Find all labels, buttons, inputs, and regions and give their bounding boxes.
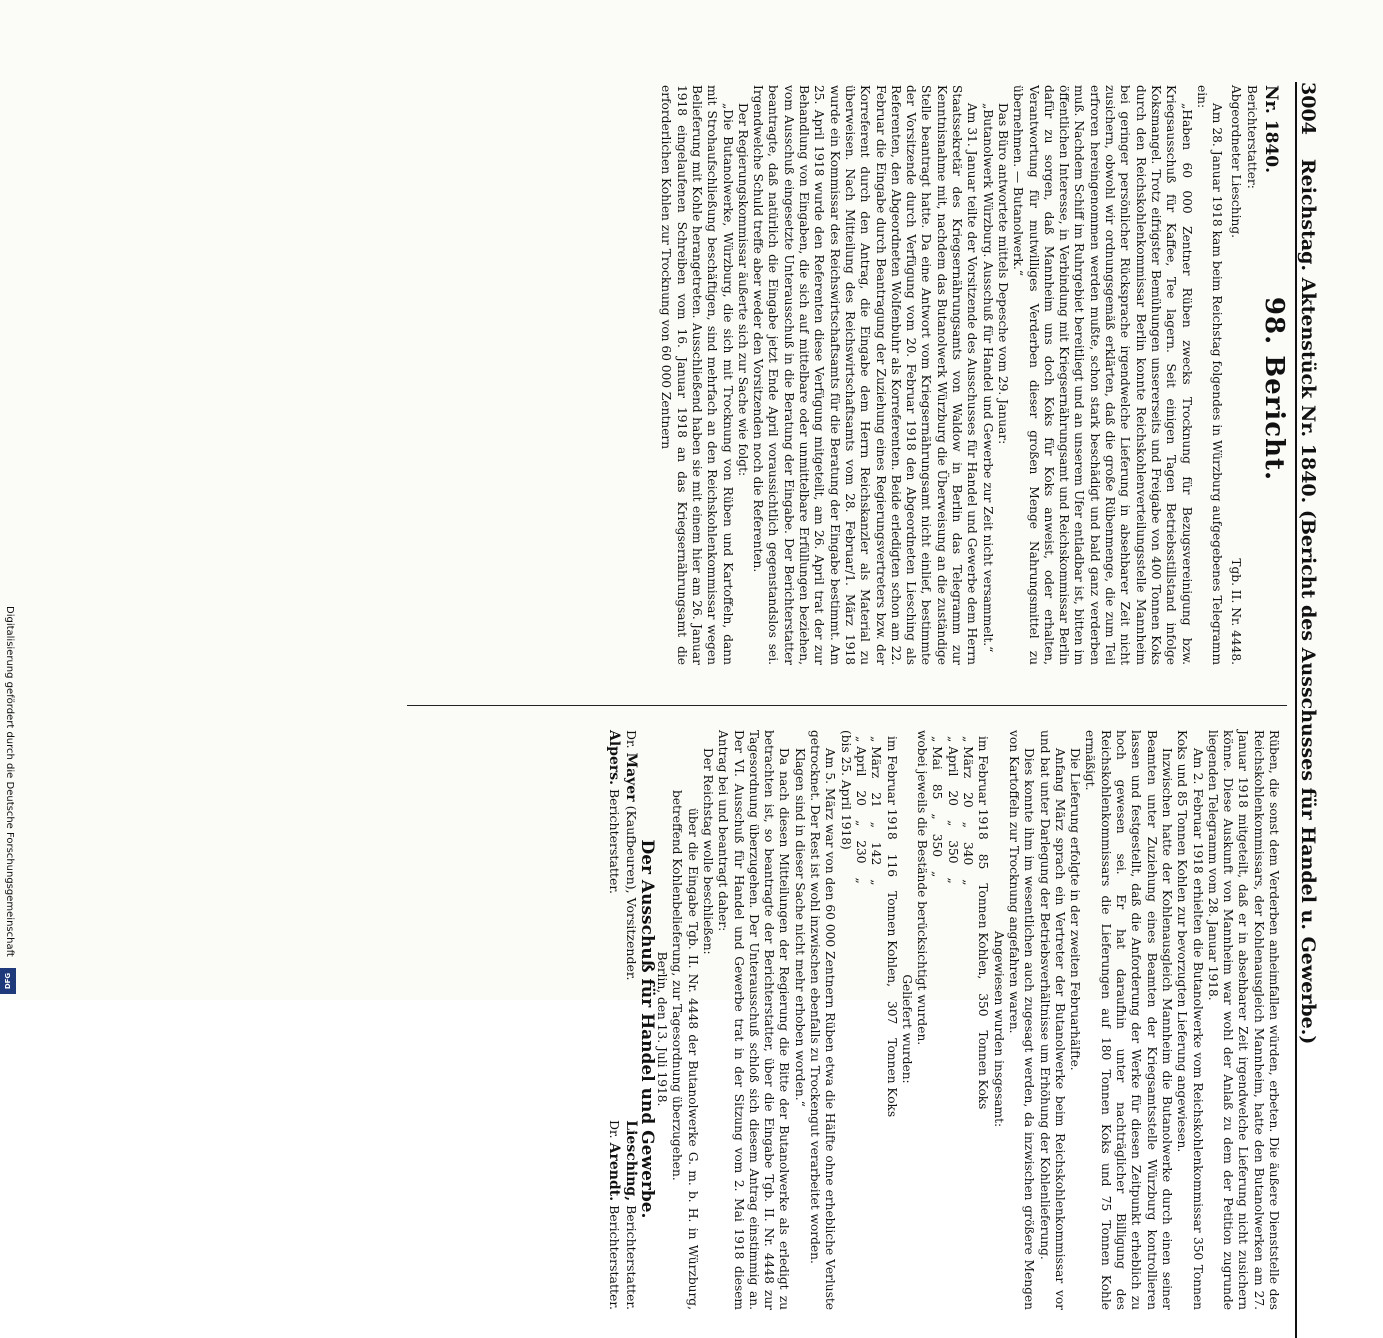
- table-cell: im Februar 1918: [976, 736, 991, 840]
- table-cell: „ März: [869, 736, 884, 779]
- signature-name: Alpers.: [606, 730, 623, 786]
- table-note: (bis 25. April 1918): [838, 730, 853, 850]
- paragraph: „Butanolwerk Würzburg. Ausschuß für Handel und Gewerbe zur Zeit nicht versammelt.“: [980, 103, 995, 653]
- paragraph: Da nach diesen Mitteilungen der Regierung die Bitte der Butanolwerke als erledigt zu betrachten ist, so beantragte der Berichterstatter, über die Eingabe Tgb. II. Nr. 4448 zur Tagesordnung überzugehen. Der Unterausschuß schloß sich diesem Antrag einstimmig an. Der VI. Ausschuß für Handel und Gewerbe trat in der Sitzung vom 2. Mai 1918 diesem Antrag bei und beantragt daher:: [716, 730, 792, 1310]
- paragraph: Rüben, die sonst dem Verderben anheimfallen würden, erbeten. Die äußere Dienststelle des Reichskohlenkommissars, der Kohlenausgleich Mannheim, hatte den Butanolwerken am 27. Januar 1918 mitgeteilt, daß er in absehbarer Zeit irgendwelche Lieferung nicht zusichern könne. Diese Auskunft von Mannheim war wohl der Anlaß zu dem der Petition zugrunde liegenden Telegramm vom 28. Januar 1918.: [1205, 730, 1281, 1310]
- paragraph: wobei jeweils die Bestände berücksichtigt wurden.: [915, 730, 930, 1046]
- table-cell: „ März: [961, 736, 976, 779]
- table-cell: Tonnen Kohlen,: [884, 891, 899, 988]
- table-cell: 230: [853, 840, 868, 864]
- table-cell: 21: [869, 792, 884, 808]
- page-number: 3004: [1297, 82, 1319, 135]
- table-cell: Tonnen Koks: [884, 1038, 899, 1118]
- paragraph: „Haben 60 000 Zentner Rüben zwecks Trocknung für Bezugsvereinigung bzw. Kriegsausschuß für Kaffee, Tee lagern. Seit einigen Tagen Betriebsstillstand infolge Koksmangel. Trotz eifrigster Bemühungen unsererseits und Freigabe von 400 Tonnen Koks durch den Reichskohlenkommissar Berlin konnte Reichskohlenverteilungsstelle Mannheim bei geringer persönlicher Rücksprache irgendwelche Lieferung in absehbarer Zeit nicht zusichern, obwohl wir ordnungsgemäß erklärten, daß die große Rübenmenge, die zum Teil erfroren hereingenommen werden mußte, schon stark beschädigt und bald ganz verderben muß. Nachdem Schiff im Ruhrgebiet bereitliegt und an unserem Ufer entladbar ist, bitten im öffentlichen Interesse, in Verbindung mit Kriegsernährungsamt und Reichskommissar Berlin dafür zu sorgen, daß Mannheim uns doch Koks für Koks anweist, oder erhalten, Verantwortung für mutwilliges Verderben dieser großen Menge Nahrungsmittel zu übernehmen. — Butanolwerk.“: [1011, 85, 1194, 665]
- table-cell: „: [853, 819, 868, 827]
- table-cell: 340: [961, 842, 976, 866]
- signature-reporter-2: [606, 730, 622, 894]
- signature-row: [606, 730, 622, 1310]
- table-cell: 20: [853, 790, 868, 806]
- paragraph: Das Büro antwortete mittels Depesche vom 29. Januar:: [995, 103, 1010, 445]
- table-cell: „: [930, 870, 945, 878]
- page-header: [1295, 82, 1323, 1338]
- signature-title: Dr.: [607, 1120, 623, 1139]
- table-cell: 116: [884, 853, 899, 878]
- signature-reporter-3: [606, 1120, 622, 1310]
- dfg-logo-text: DFG: [4, 972, 12, 990]
- table-row: [944, 730, 959, 1310]
- table-row: [929, 730, 944, 1310]
- delivered-table: [837, 730, 898, 1310]
- running-title: Reichstag. Aktenstück Nr. 1840. (Bericht des Ausschusses für Handel u. Gewerbe.): [1297, 158, 1319, 1045]
- table-cell: „ Mai: [930, 736, 945, 770]
- table-row: [960, 730, 975, 1310]
- digitization-note: [2, 606, 16, 994]
- committee-name: Der Ausschuß für Handel und Gewerbe.: [636, 839, 657, 1219]
- signature-name: Arendt.: [606, 1142, 623, 1202]
- journal-reference: Tgb. II. Nr. 4448.: [1229, 558, 1244, 665]
- table-cell: 350: [976, 993, 991, 1017]
- reporter-label: Berichterstatter:: [1244, 85, 1259, 189]
- table-heading-delivered: Geliefert wurden:: [899, 974, 914, 1084]
- table-cell: „: [945, 877, 960, 884]
- signature-title: Dr.: [623, 730, 639, 749]
- table-cell: „: [961, 879, 976, 886]
- signature-role: (Kaufbeuren), Vorsitzender.: [623, 805, 639, 981]
- table-cell: 350: [930, 833, 945, 857]
- table-cell: „: [853, 877, 868, 884]
- paragraph: Inzwischen hatte der Kohlenausgleich Mannheim die Butanolwerke durch einen seiner Beamten unter Zuziehung eines Beamten der Kriegsamtsstelle Würzburg kontrollieren lassen und festgestellt, daß die Anforderung der Werke für diesen Zeitpunkt erheblich zu hoch gewesen sei. Er hat daraufhin unter nachträglicher Billigung des Reichskohlenkommissars die Lieferungen auf 180 Tonnen Koks und 75 Tonnen Kohle ermäßigt.: [1083, 730, 1174, 1310]
- paragraph: Anfang März sprach ein Vertreter der Butanolwerke beim Reichskohlenkommissar vor und bat unter Darlegung der Betriebsverhältnisse um Erhöhung der Kohlenlieferung.: [1037, 730, 1067, 1310]
- digitization-note-text: Digitalisierung gefördert durch die Deutsche Forschungsgemeinschaft: [4, 606, 15, 957]
- paragraph: Am 31. Januar teilte der Vorsitzende des Ausschusses für Handel und Gewerbe dem Herrn Staatssekretär des Kriegsernährungsamts von Waldow in Berlin das Telegramm zur Kenntnisnahme mit, nachdem das Butanolwerk Würzburg die Überweisung an die zuständige Stelle beantragt hatte. Da eine Antwort vom Kriegsernährungsamt nicht einlief, bestimmte der Vorsitzende durch Verfügung vom 20. Februar 1918 den Abgeordneten Liesching als Referenten, den Abgeordneten Wolfenbuhr als Korreferenten. Beide erledigten schon am 22. Februar die Eingabe durch Beantragung der Zuziehung eines Regierungsvertreters bzw. der Korreferent durch den Antrag, die Eingabe dem Herrn Reichskanzler als Material zu überweisen. Nach Mitteilung des Reichswirtschaftsamts vom 28. Februar/1. März 1918 wurde ein Kommissar des Reichswirtschaftsamts für die Beratung der Eingabe bestimmt. Am 25. April 1918 wurde den Referenten diese Verfügung mitgeteilt, am 26. April trat der zur Behandlung von Eingaben, die sich auf mittelbare oder unmittelbare Erfüllungen beziehen, vom Ausschuß eingesetzte Unterausschuß in die Beratung der Eingabe. Der Berichterstatter beantragte, daß natürlich die Eingabe jetzt Ende April voraussichtlich gegenstandslos sei. Irgendwelche Schuld treffe aber weder den Vorsitzenden noch die Referenten.: [751, 85, 980, 665]
- signature-name: Mayer: [622, 752, 639, 802]
- signature-role: Berichterstatter.: [607, 1205, 623, 1310]
- date-line: Berlin, den 13. Juli 1918.: [655, 951, 670, 1107]
- table-row: [883, 730, 898, 1310]
- paragraph: Dies konnte ihm im wesentlichen auch zugesagt werden, da inzwischen größere Mengen von Kartoffeln zur Trocknung angefahren waren.: [1006, 730, 1037, 1310]
- table-cell: „ April: [945, 736, 960, 777]
- table-cell: Tonnen Kohlen,: [976, 883, 991, 980]
- paragraph: Klagen sind in dieser Sache nicht mehr erhoben worden.“: [792, 748, 807, 1107]
- document-heading: [1259, 85, 1289, 665]
- table-row: [975, 730, 990, 1310]
- reporter-name: Abgeordneter Liesching.: [1229, 85, 1244, 239]
- table-cell: „ April: [853, 736, 868, 777]
- table-cell: „: [930, 813, 945, 820]
- paragraph: Am 28. Januar 1918 kam beim Reichstag folgendes in Würzburg aufgegebenes Telegramm ein:: [1194, 85, 1225, 665]
- table-cell: 85: [930, 783, 945, 800]
- table-cell: 142: [869, 842, 884, 866]
- signature-chair: [622, 730, 638, 980]
- signature-role: Berichterstatter.: [607, 789, 623, 894]
- paragraph: Die Lieferung erfolgte in der zweiten Februarhälfte.: [1068, 748, 1083, 1071]
- table-row: [868, 730, 883, 1310]
- paragraph: „Die Butanolwerke, Würzburg, die sich mit Trocknung von Rüben und Kartoffeln, dann mit Strohaufschließung beschäftigen, sind mehrfach an den Reichskohlenkommissar wegen Belieferung mit Kohle herangetreten. Ausschließend haben sie mit einem hier am 26. Januar 1918 eingelaufenen Schreiben vom 16. Januar 1918 an das Kriegsernährungsamt die erforderlichen Kohlen zur Trocknung von 60 000 Zentnern: [659, 85, 735, 665]
- table-cell: „: [869, 821, 884, 829]
- signature-name: Liesching,: [622, 1120, 639, 1202]
- document-number: Nr. 1840.: [1261, 85, 1281, 174]
- paragraph: Der Regierungskommissar äußerte sich zur Sache wie folgt:: [735, 103, 750, 477]
- table-heading-assigned: Angewiesen wurden insgesamt:: [991, 930, 1006, 1128]
- table-cell: 20: [961, 792, 976, 808]
- paragraph: Am 5. März war von den 60 000 Zentnern Rüben etwa die Hälfte ohne erhebliche Verluste getrocknet. Der Rest ist wohl inzwischen ebenfalls zu Trockengut verarbeitet worden.: [808, 730, 838, 1310]
- reporter-row: [1228, 85, 1243, 665]
- right-column: [401, 730, 1281, 1310]
- table-cell: „: [869, 879, 884, 886]
- table-cell: im Februar 1918: [884, 736, 899, 840]
- dfg-logo-icon: [0, 968, 16, 994]
- motion-text: über die Eingabe Tgb. II. Nr. 4448 der Butanolwerke G. m. b. H. in Würzburg, betreffend Kohlenbelieferung, zur Tagesordnung überzugehen.: [670, 790, 700, 1310]
- document-title: 98. Bericht.: [1259, 296, 1289, 482]
- signature-reporter: [622, 1120, 638, 1310]
- paragraph: Der Reichstag wolle beschließen:: [701, 748, 716, 955]
- table-cell: „: [945, 819, 960, 827]
- table-cell: 307: [884, 1001, 899, 1025]
- left-column: [401, 85, 1289, 665]
- signature-role: Berichterstatter.: [623, 1205, 639, 1310]
- table-cell: Tonnen Koks: [976, 1030, 991, 1110]
- table-cell: 85: [976, 853, 991, 870]
- assigned-table: [929, 730, 990, 1310]
- paragraph: Am 2. Februar 1918 erhielten die Butanolwerke vom Reichskohlenkommissar 350 Tonnen Koks und 85 Tonnen Kohlen zur bevorzugten Lieferung angewiesen.: [1175, 730, 1205, 1310]
- table-cell: „: [961, 821, 976, 829]
- table-cell: 350: [945, 840, 960, 864]
- column-divider: [407, 705, 1287, 706]
- table-row: [853, 730, 868, 1310]
- table-cell: 20: [945, 790, 960, 806]
